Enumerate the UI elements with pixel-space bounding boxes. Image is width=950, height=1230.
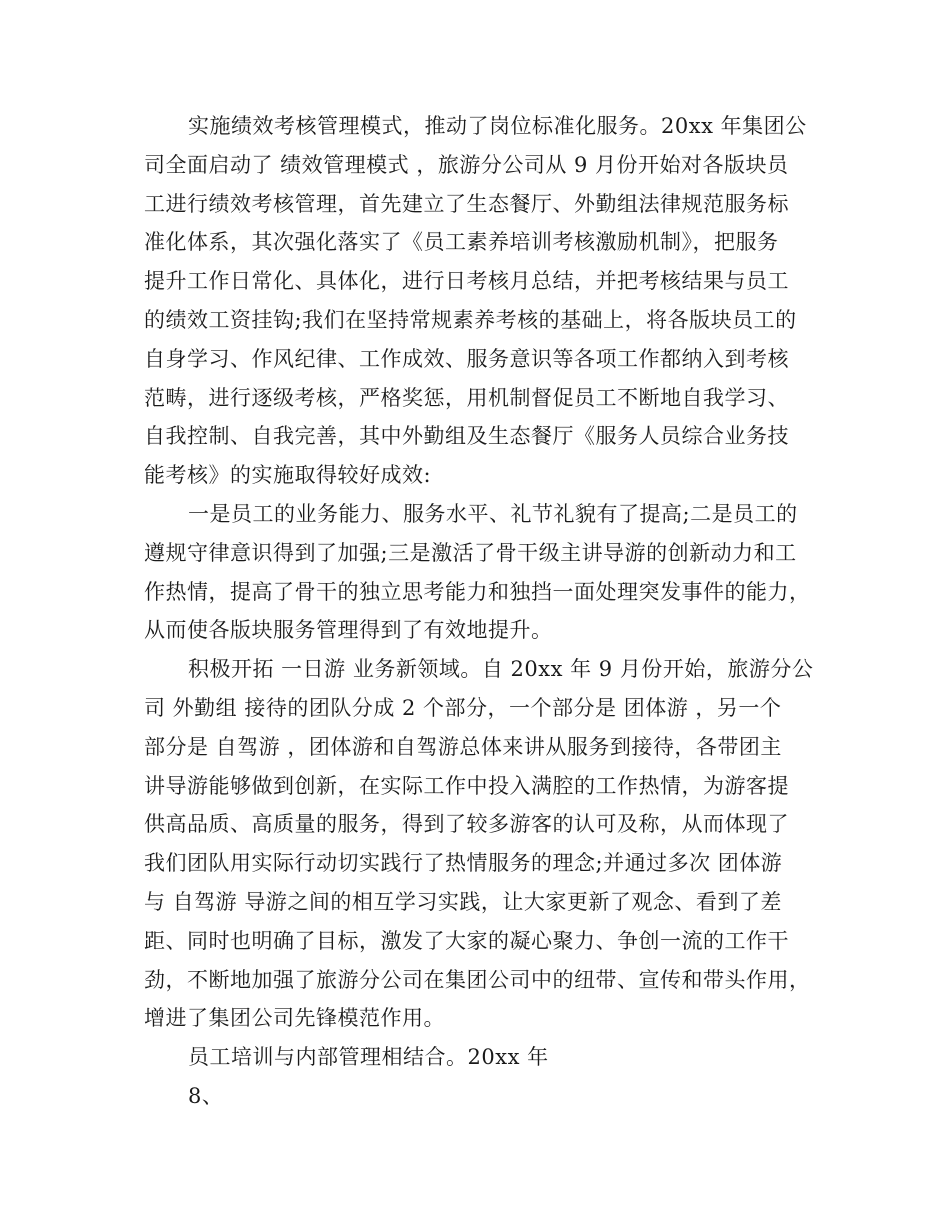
text-line: 一是员工的业务能力、服务水平、礼节礼貌有了提高;二是员工的: [188, 502, 798, 526]
text-line: 8、: [188, 1084, 224, 1108]
text-line: 实施绩效考核管理模式，推动了岗位标准化服务。20xx 年集团公: [188, 114, 807, 138]
text-line: 提升工作日常化、具体化，进行日考核月总结，并把考核结果与员工: [144, 269, 789, 293]
text-line: 增进了集团公司先锋模范作用。: [144, 1006, 445, 1030]
text-line: 供高品质、高质量的服务，得到了较多游客的认可及称，从而体现了: [144, 812, 789, 836]
text-line: 的绩效工资挂钩;我们在坚持常规素养考核的基础上，将各版块员工的: [144, 308, 797, 332]
text-line: 距、同时也明确了目标，激发了大家的凝心聚力、争创一流的工作干: [144, 929, 789, 953]
text-line: 司 外勤组 接待的团队分成 2 个部分，一个部分是 团体游 ，另一个: [144, 696, 782, 720]
text-line: 部分是 自驾游 ，团体游和自驾游总体来讲从服务到接待，各带团主: [144, 735, 782, 759]
text-line: 员工培训与内部管理相结合。20xx 年: [188, 1045, 549, 1069]
text-line: 积极开拓 一日游 业务新领域。自 20xx 年 9 月份开始，旅游分公: [188, 657, 814, 681]
text-line: 工进行绩效考核管理，首先建立了生态餐厅、外勤组法律规范服务标: [144, 192, 789, 216]
text-line: 从而使各版块服务管理得到了有效地提升。: [144, 618, 553, 642]
text-line: 自我控制、自我完善，其中外勤组及生态餐厅《服务人员综合业务技: [144, 424, 789, 448]
text-line: 能考核》的实施取得较好成效:: [144, 463, 432, 487]
text-line: 司全面启动了 绩效管理模式 ，旅游分公司从 9 月份开始对各版块员: [144, 153, 789, 177]
text-line: 我们团队用实际行动切实践行了热情服务的理念;并通过多次 团体游: [144, 851, 783, 875]
text-line: 遵规守律意识得到了加强;三是激活了骨干级主讲导游的创新动力和工: [144, 541, 797, 565]
text-line: 自身学习、作风纪律、工作成效、服务意识等各项工作都纳入到考核: [144, 347, 789, 371]
text-line: 与 自驾游 导游之间的相互学习实践，让大家更新了观念、看到了差: [144, 890, 782, 914]
text-line: 准化体系，其次强化落实了《员工素养培训考核激励机制》，把服务: [144, 230, 779, 254]
text-line: 劲，不断地加强了旅游分公司在集团公司中的纽带、宣传和带头作用，: [144, 968, 811, 992]
text-line: 讲导游能够做到创新，在实际工作中投入满腔的工作热情，为游客提: [144, 774, 789, 798]
text-line: 范畴，进行逐级考核，严格奖惩，用机制督促员工不断地自我学习、: [144, 386, 789, 410]
text-line: 作热情，提高了骨干的独立思考能力和独挡一面处理突发事件的能力，: [144, 580, 811, 604]
